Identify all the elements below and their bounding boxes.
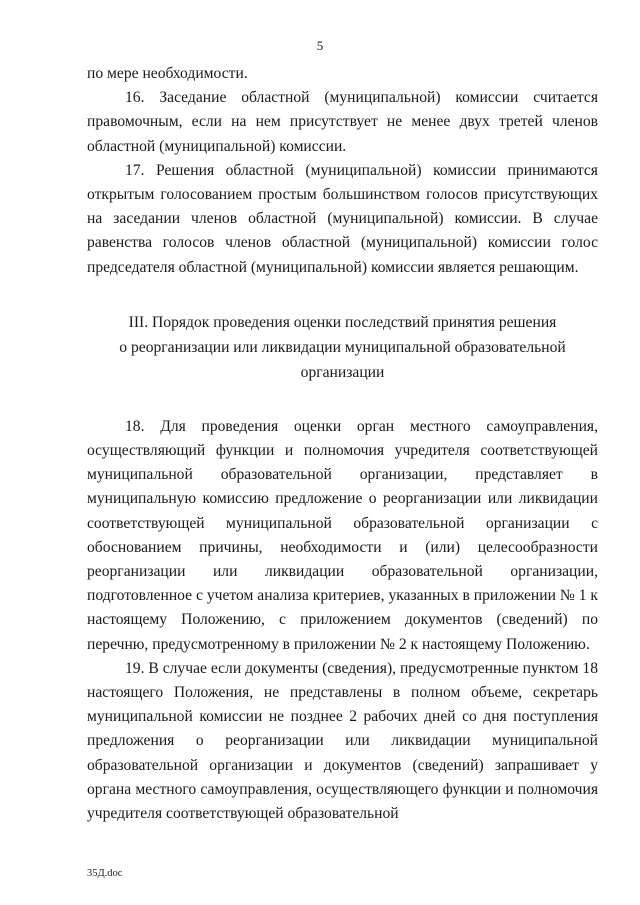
page-number: 5 <box>316 38 324 53</box>
section-heading <box>87 310 598 385</box>
section-heading-line-2: о реорганизации или ликвидации муниципальной образовательной <box>119 338 566 356</box>
paragraph-16: 16. Заседание областной (муниципальной) комиссии считается правомочным, если на нем присутствует не менее двух третей членов областной (муниципальной) комиссии. <box>87 89 598 155</box>
paragraph-19: 19. В случае если документы (сведения), предусмотренные пунктом 18 настоящего Положения, не представлены в полном объеме, секретарь муниципальной комиссии не позднее 2 рабочих дней со дня поступления предложения о реорганизации или ликвидации муниципальной образовательной организации и документов (сведений) запрашивает у органа местного самоуправления, осуществляющего функции и полномочия учредителя соответствующей образовательной <box>87 659 598 823</box>
paragraph-18: 18. Для проведения оценки орган местного самоуправления, осуществляющий функции и полномочия учредителя соответствующей муниципальной образовательной организации, представляет в муниципальную комиссию предложение о реорганизации или ликвидации соответствующей муниципальной образовательной организации с обоснованием причины, необходимости и (или) целесообразности реорганизации или ликвидации образовательной организации, подготовленное с учетом анализа критериев, указанных в приложении № 1 к настоящему Положению, с приложением документов (сведений) по перечню, предусмотренному в приложении № 2 к настоящему Положению. <box>87 417 598 653</box>
section-heading-line-1: III. Порядок проведения оценки последствий принятия решения <box>128 313 557 331</box>
paragraph-continuation: по мере необходимости. <box>87 65 248 82</box>
paragraph-17: 17. Решения областной (муниципальной) комиссии принимаются открытым голосованием простым большинством голосов присутствующих на заседании членов областной (муниципальной) комиссии. В случае равенства голосов членов областной (муниципальной) комиссии голос председателя областной (муниципальной) комиссии является решающим. <box>87 161 598 276</box>
footer-filename: 35Д.doc <box>87 868 123 879</box>
document-body <box>87 62 598 826</box>
section-heading-line-3: организации <box>300 363 385 381</box>
